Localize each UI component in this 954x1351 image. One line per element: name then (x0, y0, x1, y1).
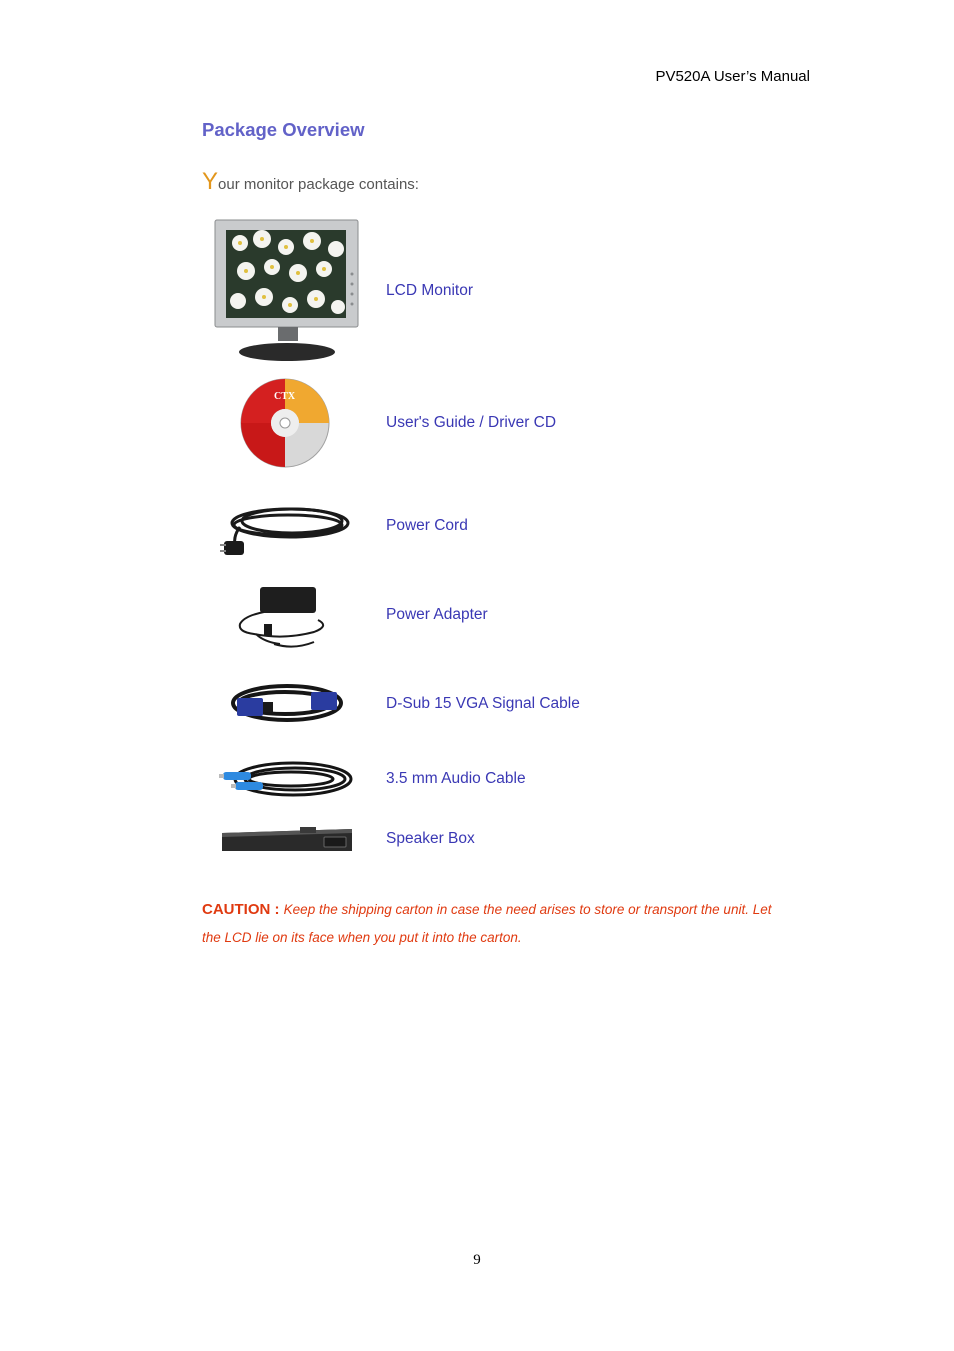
item-label-audio-cable: 3.5 mm Audio Cable (386, 770, 526, 787)
power-adapter-photo (234, 586, 334, 652)
intro-dropcap: Y (202, 168, 219, 195)
item-label-lcd-monitor: LCD Monitor (386, 282, 473, 299)
caution-label: CAUTION : (202, 901, 284, 918)
item-label-driver-cd: User's Guide / Driver CD (386, 414, 557, 431)
cd-photo (239, 377, 331, 469)
vga-cable-photo (229, 680, 345, 726)
intro-rest: our monitor package contains: (218, 176, 419, 193)
speaker-box-photo (220, 825, 354, 853)
cd-logo-text: CTX (274, 391, 296, 402)
intro-text (202, 168, 419, 196)
item-label-power-adapter: Power Adapter (386, 606, 488, 623)
running-header: PV520A User’s Manual (655, 68, 810, 85)
item-label-power-cord: Power Cord (386, 517, 468, 534)
section-title: Package Overview (202, 119, 365, 140)
item-label-vga-cable: D-Sub 15 VGA Signal Cable (386, 695, 580, 712)
caution-note (202, 896, 772, 952)
lcd-monitor-photo (214, 219, 360, 362)
page-number: 9 (473, 1252, 481, 1268)
caution-text: Keep the shipping carton in case the need arises to store or transport the unit. Let the LCD lie on its face when you put it into the carton. (202, 902, 772, 945)
audio-cable-photo (219, 758, 355, 800)
item-label-speaker-box: Speaker Box (386, 830, 475, 847)
power-cord-photo (220, 497, 354, 561)
